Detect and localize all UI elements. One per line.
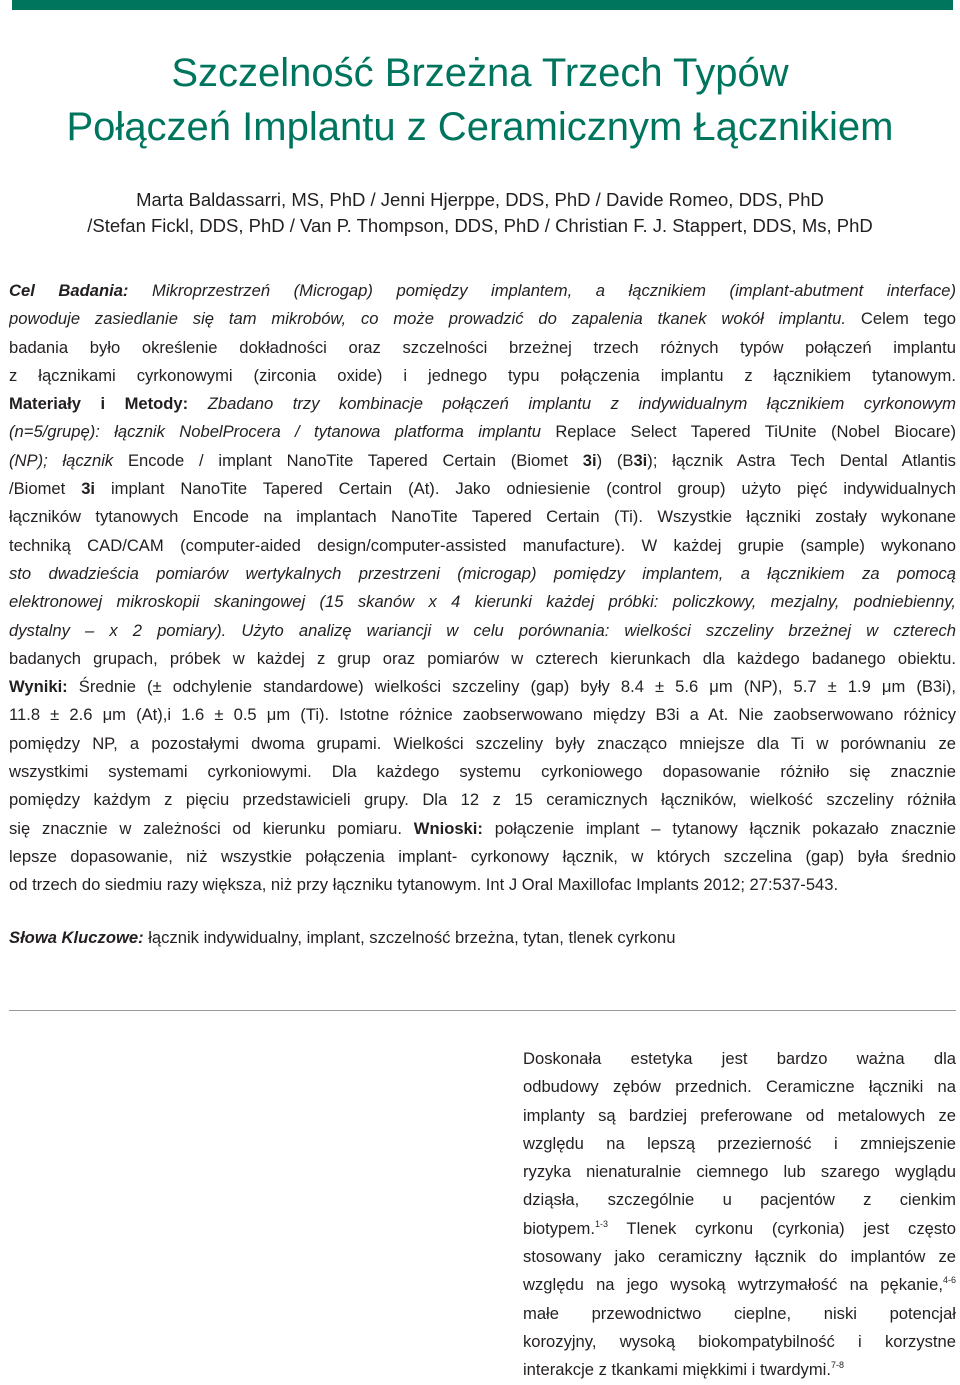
abstract-line: z łącznikami cyrkonowymi (zirconia oxide) i jednego typu połączenia implantu z łącznikiem tytanowym.	[9, 365, 956, 385]
abstract-line: wszystkimi systemami cyrkoniowymi. Dla każdego systemu cyrkoniowego dopasowanie różniło się znacznie	[9, 762, 956, 782]
abstract-line: badania było określenie dokładności oraz szczelności brzeżnej trzech różnych typów połączeń implantu	[9, 337, 956, 357]
abstract-line: sto dwadzieścia pomiarów wertykalnych przestrzeni (microgap) pomiędzy implantem, a łącznikiem za pomocą	[9, 563, 956, 583]
title-line-2: Połączeń Implantu z Ceramicznym Łącznikiem	[66, 105, 894, 149]
keywords-heading: Słowa Kluczowe:	[9, 928, 144, 947]
authors-line-1: Marta Baldassarri, MS, PhD / Jenni Hjerppe, DDS, PhD / Davide Romeo, DDS, PhD	[136, 189, 824, 210]
abstract-line: dystalny – x 2 pomiary). Użyto analizę wariancji w celu porównania: wielkości szczeliny brzeżnej w czterech	[9, 620, 956, 640]
body-line: interakcje z tkankami miękkimi i twardymi.$^{7-8}$	[523, 1360, 844, 1380]
body-line: Doskonała estetyka jest bardzo ważna dla	[523, 1049, 956, 1068]
abstract-line: techniką CAD/CAM (computer-aided design/computer-assisted manufacture). W każdej grupie (sample) wykonano	[9, 535, 956, 555]
abstract-line: lepsze dopasowanie, niż wszystkie połączenia implant- cyrkonowy łącznik, w których szczelina (gap) była średnio	[9, 846, 956, 866]
abstract-line: Wyniki: Średnie (± odchylenie standardowe) wielkości szczeliny (gap) były 8.4 ± 5.6 μm (NP), 5.7 ± 1.9 μm (B3i),	[9, 677, 956, 697]
article-title	[0, 46, 960, 154]
abstract-line: pomiędzy każdym z pięciu przedstawicieli grupy. Dla 12 z 15 ceramicznych łączników, wielkość szczeliny różniła	[9, 790, 956, 810]
body-line: małe przewodnictwo cieplne, niski potencjał	[523, 1303, 956, 1323]
author-list	[0, 187, 960, 239]
citation-ref: 4-6	[942, 1275, 956, 1286]
keywords	[9, 925, 676, 951]
body-line: dziąsła, szczególnie u pacjentów z cienkim	[523, 1190, 956, 1210]
conclusions-heading: Wnioski:	[413, 818, 483, 838]
aim-heading: Cel Badania:	[9, 281, 129, 300]
methods-heading: Materiały i Metody:	[9, 394, 189, 414]
body-line: implanty są bardziej preferowane od metalowych ze	[523, 1105, 956, 1125]
body-text-column	[523, 1045, 956, 1385]
results-heading: Wyniki:	[9, 677, 68, 697]
body-line: względu na jego wysoką wytrzymałość na pękanie,$^{4-6}$	[523, 1275, 956, 1295]
abstract-line: elektronowej mikroskopii skaningowej (15 skanów x 4 kierunki każdej próbki: policzkowy, mezjalny, podniebienny,	[9, 592, 956, 612]
abstract-line: pomiędzy NP, a pozostałymi dwoma grupami. Wielkości szczeliny były znacząco mniejsze dla Ti w porównaniu ze	[9, 733, 956, 753]
abstract	[9, 277, 956, 900]
citation-ref: 1-3	[594, 1218, 608, 1229]
body-line: biotypem.$^{1-3}$ Tlenek cyrkonu (cyrkonia) jest często	[523, 1218, 956, 1238]
top-accent-bar	[12, 0, 953, 10]
abstract-line: Materiały i Metody: Zbadano trzy kombinacje połączeń implantu z indywidualnym łącznikiem cyrkonowym	[9, 394, 956, 414]
title-line-1: Szczelność Brzeżna Trzech Typów	[171, 51, 789, 95]
abstract-line: się znacznie w zależności od kierunku pomiaru. Wnioski: połączenie implant – tytanowy łącznik pokazało znacznie	[9, 818, 956, 838]
keywords-text: łącznik indywidualny, implant, szczelność brzeżna, tytan, tlenek cyrkonu	[148, 928, 676, 947]
body-line: stosowany jako ceramiczny łącznik do implantów ze	[523, 1247, 956, 1267]
abstract-line: powoduje zasiedlanie się tam mikrobów, co może prowadzić do zapalenia tkanek wokół implantu. Celem tego	[9, 309, 956, 329]
body-line: ryzyka nienaturalnie ciemnego lub szarego wyglądu	[523, 1162, 956, 1182]
abstract-line: /Biomet 3i implant NanoTite Tapered Certain (At). Jako odniesienie (control group) użyto pięć indywidualnych	[9, 479, 956, 499]
body-line: korozyjny, wysoką biokompatybilność i korzystne	[523, 1331, 956, 1351]
abstract-line: (n=5/grupę): łącznik NobelProcera / tytanowa platforma implantu Replace Select Tapered TiUnite (Nobel Biocare)	[9, 422, 956, 442]
authors-line-2: /Stefan Fickl, DDS, PhD / Van P. Thompson, DDS, PhD / Christian F. J. Stappert, DDS, Ms, PhD	[87, 215, 873, 236]
section-divider	[9, 1010, 956, 1011]
abstract-line: (NP); łącznik Encode / implant NanoTite Tapered Certain (Biomet 3i) (B3i); łącznik Astra Tech Dental Atlantis	[9, 450, 956, 470]
abstract-line: 11.8 ± 2.6 μm (At),i 1.6 ± 0.5 μm (Ti). Istotne różnice zaobserwowano między B3i a At. Nie zaobserwowano różnicy	[9, 705, 956, 725]
body-line: odbudowy zębów przednich. Ceramiczne łączniki na	[523, 1077, 956, 1097]
abstract-line: od trzech do siedmiu razy większa, niż przy łączniku tytanowym. Int J Oral Maxillofac Implants 2012; 27:537-543.	[9, 875, 839, 895]
body-line: względu na lepszą przezierność i zmniejszenie	[523, 1133, 956, 1153]
abstract-line: łączników tytanowych Encode na implantach NanoTite Tapered Certain (Ti). Wszystkie łączniki zostały wykonane	[9, 507, 956, 527]
abstract-line: badanych grupach, próbek w każdej z grup oraz pomiarów w czterech kierunkach dla każdego badanego obiektu.	[9, 648, 956, 668]
citation-ref: 7-8	[830, 1360, 844, 1371]
abstract-line: Cel Badania: Mikroprzestrzeń (Microgap) pomiędzy implantem, a łącznikiem (implant-abutment interface)	[9, 281, 956, 300]
